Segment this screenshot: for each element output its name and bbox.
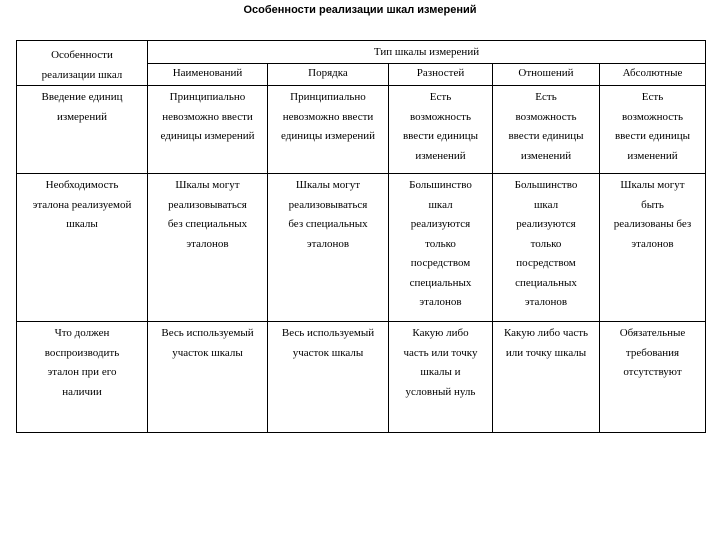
column-header-interval: Разностей bbox=[416, 66, 465, 79]
document-title: Особенности реализации шкал измерений bbox=[243, 4, 477, 16]
row-header-cell bbox=[17, 174, 148, 322]
row-header-cell bbox=[17, 86, 148, 174]
cell-text: Большинство шкал реализуются только посредством специальных эталонов bbox=[409, 179, 472, 308]
cell-text: Есть возможность ввести единицы изменений bbox=[508, 91, 584, 162]
column-header-nominal: Наименований bbox=[172, 66, 243, 79]
corner-header-cell bbox=[17, 41, 148, 86]
table-cell bbox=[268, 322, 389, 433]
group-header-cell bbox=[148, 41, 706, 64]
table-row bbox=[17, 174, 706, 322]
cell-text: Принципиально невозможно ввести единицы измерений bbox=[281, 91, 375, 142]
table-cell bbox=[148, 174, 268, 322]
table-row bbox=[17, 322, 706, 433]
table-cell bbox=[389, 174, 493, 322]
table-cell bbox=[268, 174, 389, 322]
cell-text: Есть возможность ввести единицы изменений bbox=[614, 91, 691, 162]
column-header-absolute: Абсолютные bbox=[622, 66, 683, 79]
cell-text: Какую либо часть или точку шкалы bbox=[503, 327, 589, 359]
cell-text: Принципиально невозможно ввести единицы измерений bbox=[160, 91, 255, 142]
table-cell bbox=[600, 322, 706, 433]
scales-table bbox=[16, 40, 706, 433]
column-header-cell bbox=[268, 63, 389, 85]
row-header-cell bbox=[17, 322, 148, 433]
table-cell bbox=[148, 86, 268, 174]
corner-header: Особенности реализации шкал bbox=[41, 49, 123, 81]
cell-text: Шкалы могут реализовываться без специальных эталонов bbox=[288, 179, 368, 250]
table-cell bbox=[389, 322, 493, 433]
table-cell bbox=[493, 86, 600, 174]
cell-text: Есть возможность ввести единицы изменений bbox=[402, 91, 479, 162]
cell-text: Шкалы могут быть реализованы без эталонов bbox=[613, 179, 692, 250]
column-header-cell bbox=[493, 63, 600, 85]
cell-text: Какую либо часть или точку шкалы и условный нуль bbox=[403, 327, 478, 398]
table-row bbox=[17, 86, 706, 174]
column-header-cell bbox=[148, 63, 268, 85]
table-cell bbox=[148, 322, 268, 433]
column-header-ordinal: Порядка bbox=[308, 66, 348, 79]
cell-text: Большинство шкал реализуются только посредством специальных эталонов bbox=[514, 179, 578, 308]
row-label-standard: Необходимость эталона реализуемой шкалы bbox=[32, 179, 132, 230]
cell-text: Обязательные требования отсутствуют bbox=[619, 327, 686, 378]
table-cell bbox=[268, 86, 389, 174]
table-cell bbox=[600, 174, 706, 322]
table-cell bbox=[600, 86, 706, 174]
column-header-ratio: Отношений bbox=[518, 66, 574, 79]
row-label-units: Введение единиц измерений bbox=[41, 91, 123, 123]
table-cell bbox=[493, 174, 600, 322]
cell-text: Весь используемый участок шкалы bbox=[281, 327, 375, 359]
table-cell bbox=[389, 86, 493, 174]
table-cell bbox=[493, 322, 600, 433]
row-label-reproduce: Что должен воспроизводить эталон при его наличии bbox=[44, 327, 120, 398]
group-header: Тип шкалы измерений bbox=[373, 46, 480, 58]
cell-text: Весь используемый участок шкалы bbox=[161, 327, 254, 359]
column-header-cell bbox=[600, 63, 706, 85]
column-header-cell bbox=[389, 63, 493, 85]
cell-text: Шкалы могут реализовываться без специальных эталонов bbox=[167, 179, 248, 250]
